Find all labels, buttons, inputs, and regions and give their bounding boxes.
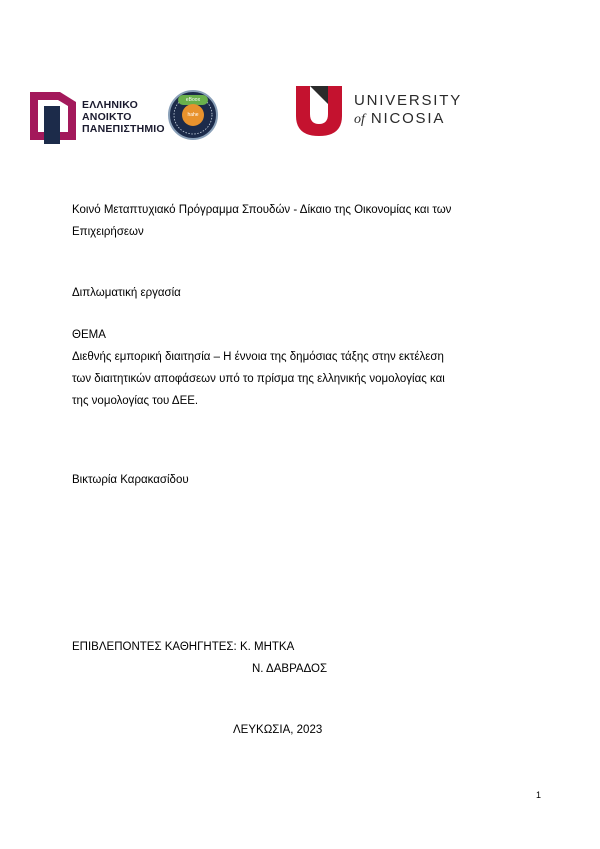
author-name: Βικτωρία Καρακασίδου (72, 474, 189, 486)
unic-logo-line1: UNIVERSITY (354, 92, 463, 109)
unic-logo (296, 86, 476, 138)
document-type: Διπλωματική εργασία (72, 287, 181, 299)
place-date: ΛΕΥΚΩΣΙΑ, 2023 (233, 724, 323, 736)
topic-section (72, 324, 445, 412)
topic-label: ΘΕΜΑ (72, 329, 106, 341)
supervisors-label: ΕΠΙΒΛΕΠΟΝΤΕΣ ΚΑΘΗΓΗΤΕΣ: (72, 641, 237, 653)
eap-logo-mark-icon (30, 88, 80, 144)
eap-logo (30, 88, 220, 144)
unic-logo-line2 (354, 110, 445, 128)
certification-badge-icon (168, 90, 218, 140)
topic-line3: της νομολογίας του ΔΕΕ. (72, 395, 199, 407)
unic-logo-of: of (354, 112, 365, 127)
supervisor-second: Ν. ΔΑΒΡΑΔΟΣ (252, 663, 328, 675)
badge-center-label: hahe (182, 104, 204, 126)
unic-logo-name: NICOSIA (370, 110, 446, 127)
unic-logo-mark-icon (296, 86, 342, 136)
topic-line1: Διεθνής εμπορική διαιτησία – Η έννοια της δημόσιας τάξης στην εκτέλεση (72, 351, 444, 363)
topic-line2: των διαιτητικών αποφάσεων υπό το πρίσμα της ελληνικής νομολογίας και (72, 373, 445, 385)
program-title (72, 199, 451, 243)
eap-logo-text (82, 99, 165, 135)
supervisors-line (72, 636, 294, 658)
program-line1: Κοινό Μεταπτυχιακό Πρόγραμμα Σπουδών - Δίκαιο της Οικονομίας και των (72, 204, 452, 216)
supervisor-first: Κ. ΜΗΤΚΑ (239, 641, 295, 653)
badge-top-label: eBoox (178, 95, 208, 105)
eap-logo-line1: ΕΛΛΗΝΙΚΟ (82, 99, 138, 111)
page-number: 1 (536, 790, 542, 800)
eap-logo-line3: ΠΑΝΕΠΙΣΤΗΜΙΟ (82, 123, 165, 135)
program-line2: Επιχειρήσεων (72, 226, 144, 238)
eap-logo-line2: ΑΝΟΙΚΤΟ (82, 111, 132, 123)
